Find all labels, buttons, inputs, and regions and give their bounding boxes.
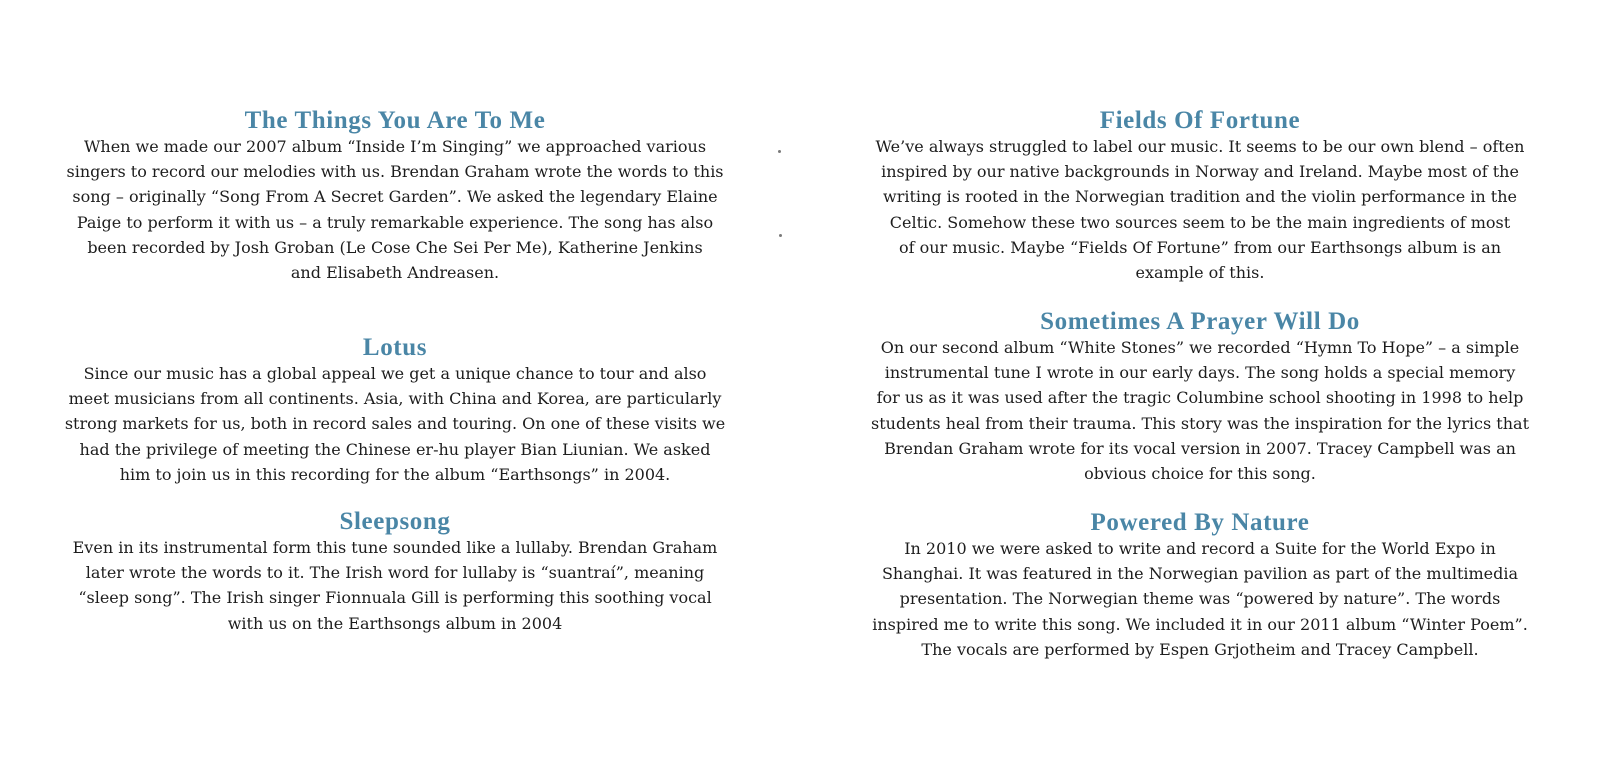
section-title: Lotus bbox=[362, 334, 428, 361]
section-body: When we made our 2007 album “Inside I’m Singing” we approached various singers to record our melodies with us. Brendan Graham wrote the words to this song – originally “Song From A Secret Garden”. We asked the legendary Elaine Paige to perform it with us – a truly remarkable experience. The song has also been recorded by Josh Groban (Le Cose Che Sei Per Me), Katherine Jenkins and Elisabeth Andreasen. bbox=[66, 137, 724, 283]
section-title: Sleepsong bbox=[339, 508, 451, 535]
section-body: On our second album “White Stones” we recorded “Hymn To Hope” – a simple instrumental tune I wrote in our early days. The song holds a special memory for us as it was used after the tragic Columbine school shooting in 1998 to help students heal from their trauma. This story was the inspiration for the lyrics that Brendan Graham wrote for its vocal version in 2007. Tracey Campbell was an obvious choice for this song. bbox=[871, 338, 1529, 484]
section-sometimes-a-prayer-will-do bbox=[825, 308, 1575, 486]
scan-speck bbox=[778, 150, 781, 153]
section-lotus bbox=[40, 334, 750, 487]
section-title: Fields Of Fortune bbox=[1099, 107, 1301, 134]
section-title: Sometimes A Prayer Will Do bbox=[1040, 308, 1360, 335]
section-sleepsong bbox=[30, 508, 760, 636]
section-body: Since our music has a global appeal we get a unique chance to tour and also meet musicians from all continents. Asia, with China and Korea, are particularly strong markets for us, both in record sales and touring. On one of these visits we had the privilege of meeting the Chinese er-hu player Bian Liunian. We asked him to join us in this recording for the album “Earthsongs” in 2004. bbox=[64, 364, 726, 484]
section-body: Even in its instrumental form this tune sounded like a lullaby. Brendan Graham later wrote the words to it. The Irish word for lullaby is “suantraí”, meaning “sleep song”. The Irish singer Fionnuala Gill is performing this soothing vocal with us on the Earthsongs album in 2004 bbox=[72, 538, 718, 633]
section-title: Powered By Nature bbox=[1090, 509, 1310, 536]
right-page bbox=[800, 0, 1600, 777]
scan-speck bbox=[779, 234, 782, 237]
section-body: In 2010 we were asked to write and record a Suite for the World Expo in Shanghai. It was featured in the Norwegian pavilion as part of the multimedia presentation. The Norwegian theme was “powered by nature”. The words inspired me to write this song. We included it in our 2011 album “Winter Poem”. The vocals are performed by Espen Grjotheim and Tracey Campbell. bbox=[872, 539, 1528, 659]
section-the-things-you-are-to-me bbox=[40, 107, 750, 285]
section-title: The Things You Are To Me bbox=[244, 107, 546, 134]
section-body: We’ve always struggled to label our music. It seems to be our own blend – often inspired by our native backgrounds in Norway and Ireland. Maybe most of the writing is rooted in the Norwegian tradition and the violin performance in the Celtic. Somehow these two sources seem to be the main ingredients of most of our music. Maybe “Fields Of Fortune” from our Earthsongs album is an example of this. bbox=[875, 137, 1525, 283]
section-fields-of-fortune bbox=[825, 107, 1575, 285]
section-powered-by-nature bbox=[825, 509, 1575, 662]
